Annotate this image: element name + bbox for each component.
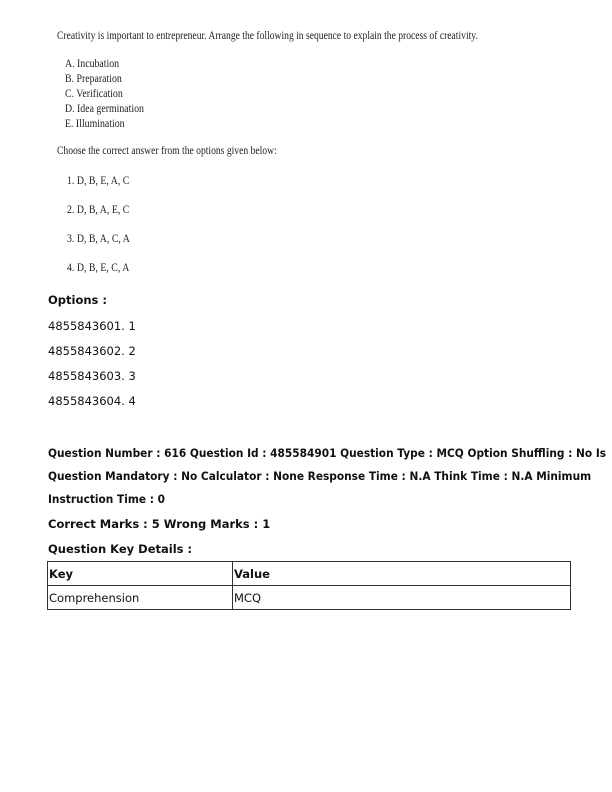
answer-choice: 2. D, B, A, E, C: [67, 202, 130, 216]
marks-line: Correct Marks : 5 Wrong Marks : 1: [48, 517, 271, 531]
sequence-item: E. Illumination: [65, 116, 125, 130]
key-details-heading: Question Key Details :: [48, 542, 193, 556]
table-cell-value: MCQ: [233, 586, 571, 610]
option-item: 4855843601. 1: [48, 319, 136, 333]
sequence-item: B. Preparation: [65, 71, 122, 85]
question-meta-line: Question Mandatory : No Calculator : None Response Time : N.A Think Time : N.A Minimum: [48, 469, 592, 483]
table-cell-key: Comprehension: [48, 586, 233, 610]
question-text: Creativity is important to entrepreneur. Arrange the following in sequence to explain the process of creativity.: [57, 28, 478, 42]
sequence-item: A. Incubation: [65, 56, 120, 70]
options-heading: Options :: [48, 293, 107, 307]
option-item: 4855843603. 3: [48, 369, 136, 383]
table-header-value: Value: [233, 562, 571, 586]
answer-choice: 4. D, B, E, C, A: [67, 260, 130, 274]
answer-choice: 3. D, B, A, C, A: [67, 231, 130, 245]
table-header-key: Key: [48, 562, 233, 586]
sequence-item: C. Verification: [65, 86, 123, 100]
question-meta-line: Question Number : 616 Question Id : 485584901 Question Type : MCQ Option Shuffling : No Is: [48, 446, 607, 460]
sequence-item: D. Idea germination: [65, 101, 144, 115]
question-meta-line: Instruction Time : 0: [48, 492, 166, 506]
table-row: [48, 586, 571, 610]
answer-choice: 1. D, B, E, A, C: [67, 173, 130, 187]
option-item: 4855843604. 4: [48, 394, 136, 408]
choose-instruction: Choose the correct answer from the options given below:: [57, 143, 277, 157]
table-header-row: [48, 562, 571, 586]
option-item: 4855843602. 2: [48, 344, 136, 358]
key-details-table: [47, 561, 571, 610]
